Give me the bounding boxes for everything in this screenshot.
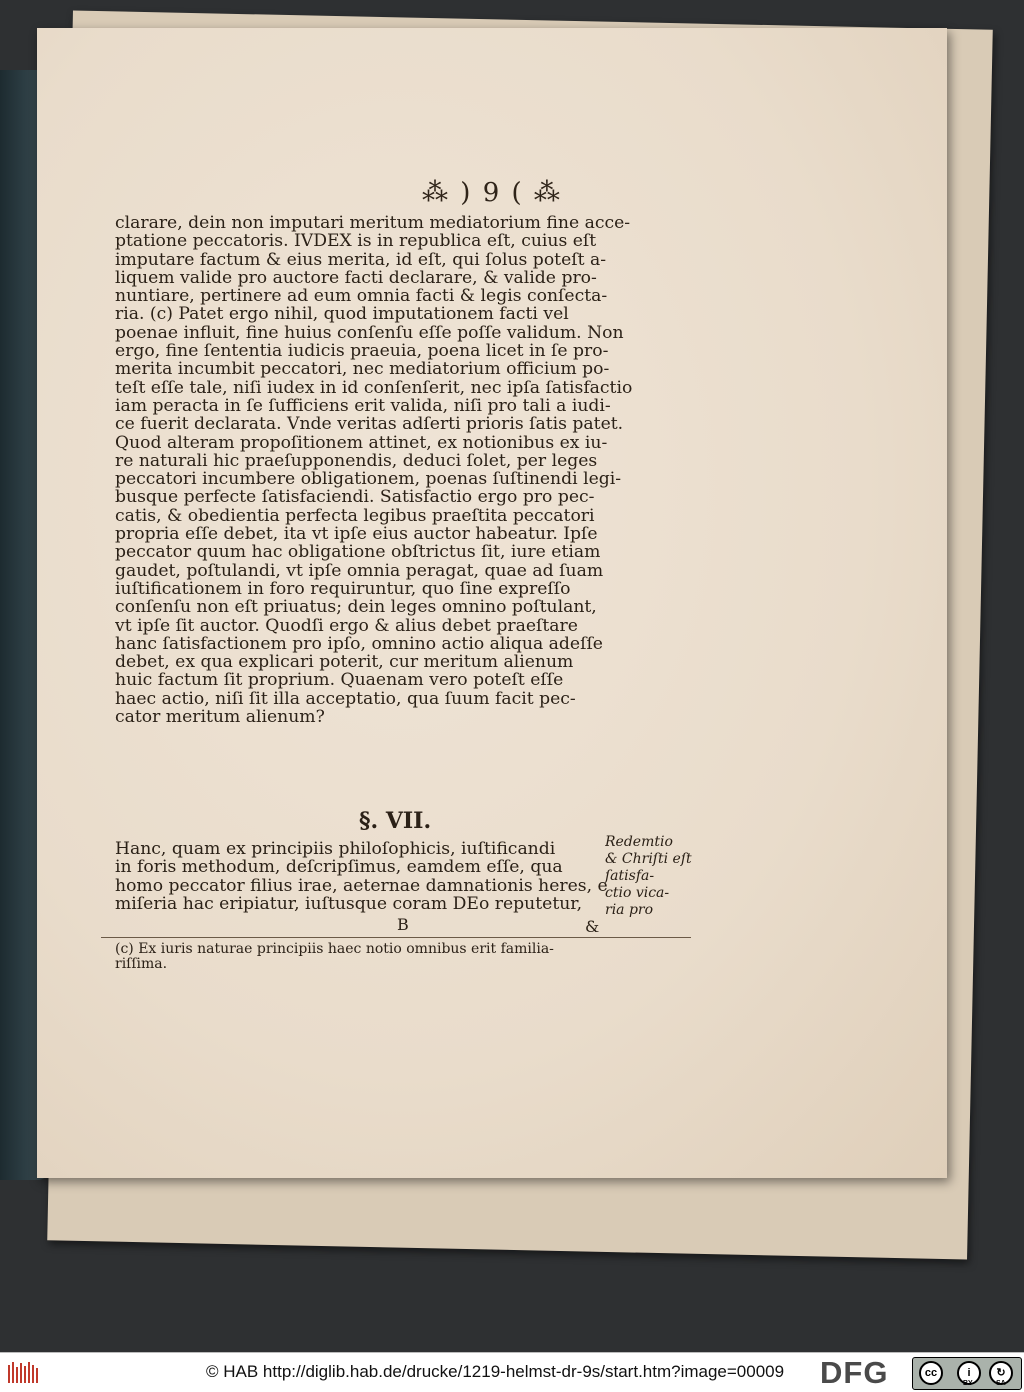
text-line: busque perfecte ſatisfaciendi. Satisfactio ergo pro pec- xyxy=(115,488,595,507)
text-line: clarare, dein non imputari meritum mediatorium fine acce- xyxy=(115,214,631,233)
text-line: cator meritum alienum? xyxy=(115,708,325,727)
by-person-icon: i xyxy=(957,1361,981,1385)
page-header: ⁂ ) 9 ( ⁂ xyxy=(422,178,562,208)
text-line: poenae influit, fine huius conſenſu eſſe poſſe validum. Non xyxy=(115,323,624,343)
text-line: ce fuerit declarata. Vnde veritas adſerti prioris ſatis patet. xyxy=(115,415,624,434)
text-line: peccator quum hac obligatione obſtrictus ſit, iure etiam xyxy=(115,543,601,562)
book-page xyxy=(37,28,947,1178)
by-label: BY xyxy=(963,1380,973,1387)
margin-note-line: & Chriſti eſt xyxy=(605,851,692,867)
section-title: §. VII. xyxy=(359,808,432,834)
footnote-line: riſſima. xyxy=(115,957,168,972)
catchword: & xyxy=(585,917,600,936)
cc-icon: cc xyxy=(919,1361,943,1385)
sa-share-icon: ↻ xyxy=(989,1361,1013,1385)
text-line: gaudet, poſtulandi, vt ipſe omnia peragat, quae ad ſuam xyxy=(115,561,604,580)
text-line: debet, ex qua explicari poterit, cur meritum alienum xyxy=(115,653,574,672)
footer-bar xyxy=(0,1352,1024,1392)
text-line: conſenſu non eſt priuatus; dein leges omnino poſtulant, xyxy=(115,598,597,617)
text-line: merita incumbit peccatori, nec mediatorium officium po- xyxy=(115,360,610,379)
text-line: ptatione peccatoris. IVDEX is in republica eſt, cuius eſt xyxy=(115,232,597,251)
text-line: peccatori incumbere obligationem, poenas ſuſtinendi legi- xyxy=(115,470,622,489)
section-text xyxy=(115,840,615,913)
text-line: vt ipſe ſit auctor. Quodſi ergo & alius debet praeſtare xyxy=(115,616,578,635)
text-line: iuſtificationem in foro requiruntur, quo ſine expreſſo xyxy=(115,579,571,599)
text-line: liquem valide pro auctore facti declarare, & valide pro- xyxy=(115,268,597,288)
text-line: catis, & obedientia perfecta legibus praeſtita peccatori xyxy=(115,506,595,526)
text-line: imputare factum & eius merita, id eſt, qui ſolus poteſt a- xyxy=(115,250,607,269)
dfg-logo[interactable]: DFG xyxy=(820,1355,889,1390)
footnote-line: (c) Ex iuris naturae principiis haec notio omnibus erit familia- xyxy=(115,942,554,957)
text-line: haec actio, niſi ſit illa acceptatio, qua ſuum facit pec- xyxy=(115,689,576,709)
hab-logo-icon[interactable] xyxy=(6,1359,40,1386)
text-line: ria. (c) Patet ergo nihil, quod imputationem facti vel xyxy=(115,305,569,324)
signature-mark: B xyxy=(397,915,409,934)
text-line: Hanc, quam ex principiis philoſophicis, iuſtificandi xyxy=(115,840,556,859)
text-line: ergo, fine ſententia iudicis praeuia, poena licet in ſe pro- xyxy=(115,342,609,361)
footer-credit-link[interactable]: © HAB http://diglib.hab.de/drucke/1219-helmst-dr-9s/start.htm?image=00009 xyxy=(206,1362,785,1381)
text-line: iam peracta in ſe ſufficiens erit valida, niſi pro tali a iudi- xyxy=(115,396,611,416)
text-line: re naturali hic praeſupponendis, deduci ſolet, per leges xyxy=(115,451,598,471)
cc-license-badge[interactable] xyxy=(912,1357,1022,1390)
margin-note-line: ſatisfa- xyxy=(605,868,655,884)
text-line: homo peccator filius irae, aeternae damnationis heres, e xyxy=(115,876,608,895)
text-line: nuntiare, pertinere ad eum omnia facti & legis conſecta- xyxy=(115,287,608,306)
margin-note-line: ria pro xyxy=(605,902,654,918)
text-line: huic factum ſit proprium. Quaenam vero poteſt eſſe xyxy=(115,671,564,690)
footnote xyxy=(115,942,635,972)
margin-note-line: ctio vica- xyxy=(605,885,670,901)
footnote-rule xyxy=(101,937,691,938)
sa-label: SA xyxy=(996,1380,1006,1387)
text-line: miſeria hac eripiatur, iuſtusque coram DEo reputetur, xyxy=(115,894,583,914)
text-line: in foris methodum, deſcripſimus, eamdem eſſe, qua xyxy=(115,858,563,877)
text-line: Quod alteram propoſitionem attinet, ex notionibus ex iu- xyxy=(115,433,608,452)
text-line: propria eſſe debet, ita vt ipſe eius auctor habeatur. Ipſe xyxy=(115,525,598,544)
margin-note-line: Redemtio xyxy=(605,834,673,850)
text-line: hanc ſatisfactionem pro ipſo, omnino actio aliqua adeſſe xyxy=(115,634,603,654)
text-line: teſt eſſe tale, niſi iudex in id conſenſerit, nec ipſa ſatisfactio xyxy=(115,378,633,397)
margin-note xyxy=(605,834,705,919)
body-text xyxy=(115,214,655,726)
